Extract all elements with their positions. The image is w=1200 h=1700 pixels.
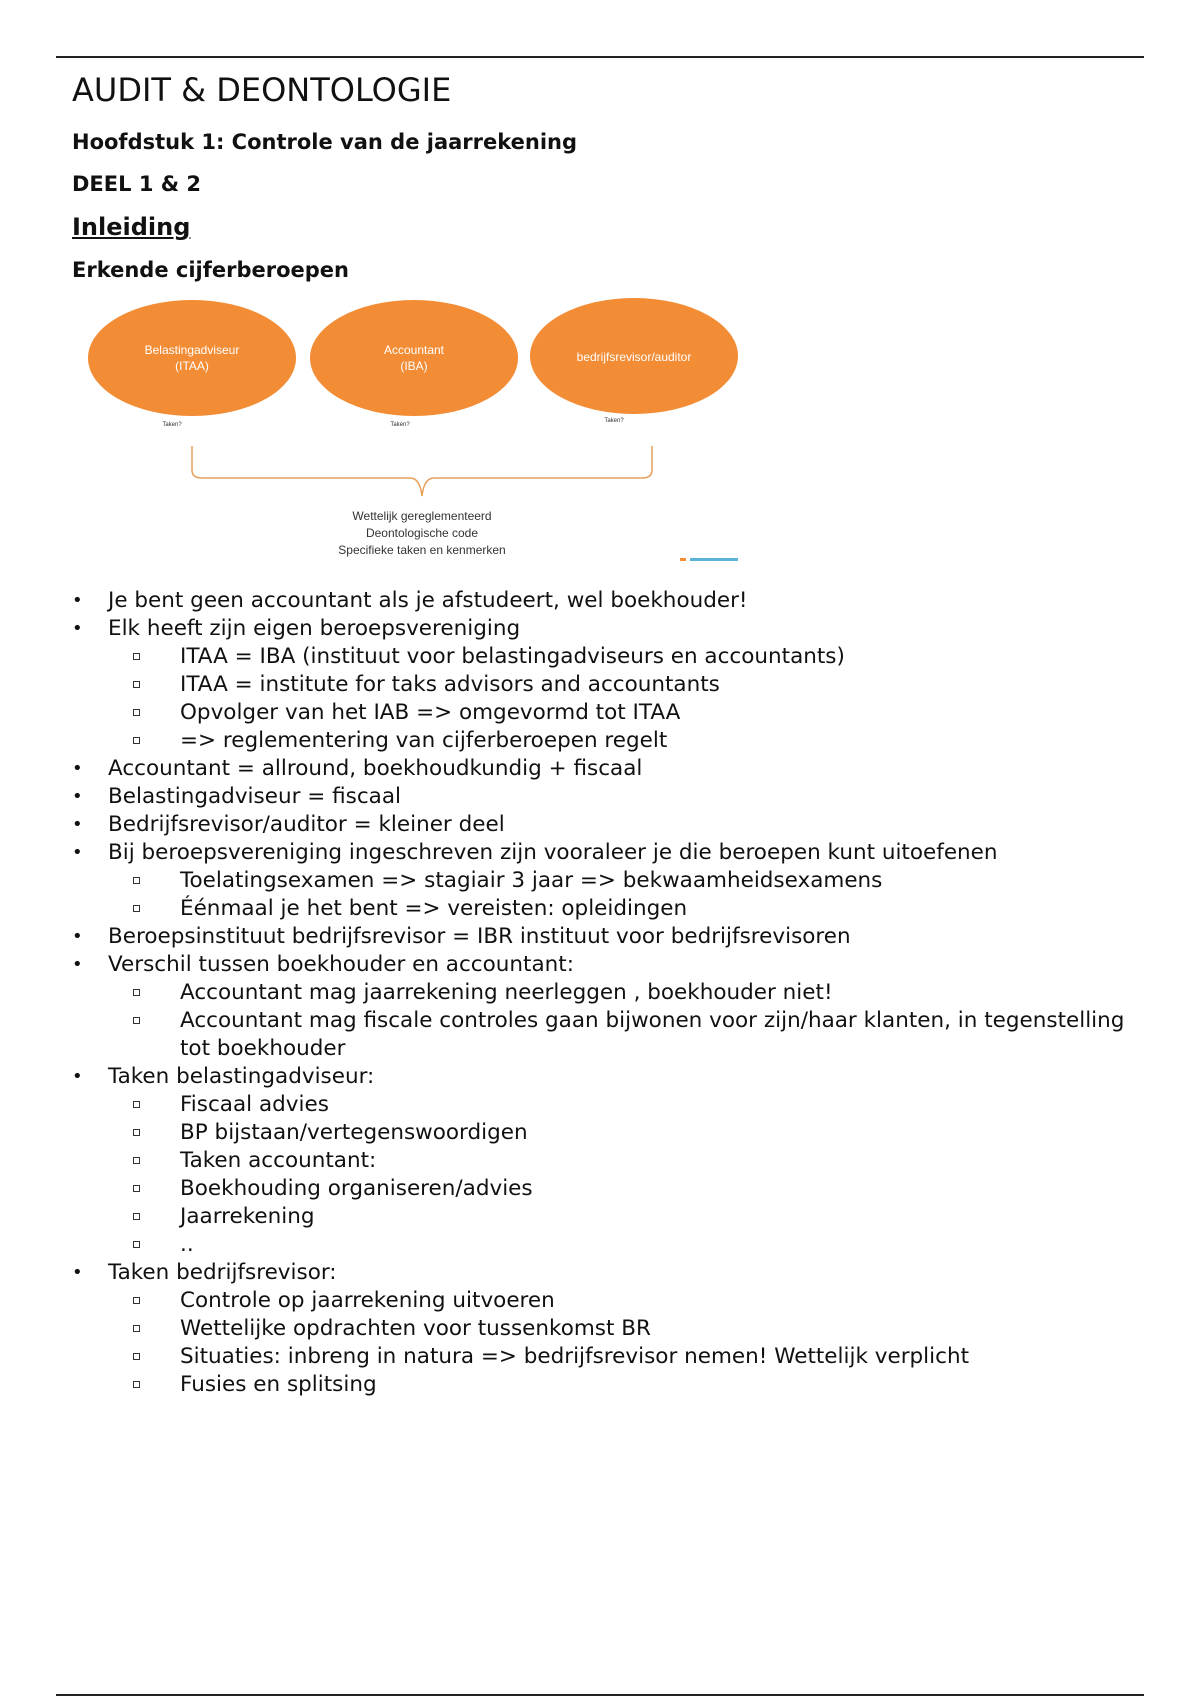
bullet-list [72, 587, 1132, 1399]
bullet-item [72, 951, 1132, 1063]
sub-bullet-item: ITAA = institute for taks advisors and accountants [108, 671, 1132, 699]
sub-bullet-item: Situaties: inbreng in natura => bedrijfsrevisor nemen! Wettelijk verplicht [108, 1343, 1132, 1371]
diagram-svg [80, 298, 780, 573]
sub-bullet-item: Toelatingsexamen => stagiair 3 jaar => bekwaamheidsexamens [108, 867, 1132, 895]
bullet-text: Taken belastingadviseur: [108, 1064, 375, 1089]
sub-bullet-item: ITAA = IBA (instituut voor belastingadviseurs en accountants) [108, 643, 1132, 671]
top-rule [56, 56, 1144, 58]
sub-bullet-item: Jaarrekening [108, 1203, 1132, 1231]
circle-accountant [310, 300, 518, 416]
brace [192, 446, 652, 496]
sub-bullet-item: BP bijstaan/vertegenswoordigen [108, 1119, 1132, 1147]
sub-bullet-item: Wettelijke opdrachten voor tussenkomst BR [108, 1315, 1132, 1343]
circle-1-note: Taken? [162, 422, 182, 428]
bullet-text: Beroepsinstituut bedrijfsrevisor = IBR instituut voor bedrijfsrevisoren [108, 924, 851, 949]
circle-2-line2: (IBA) [400, 359, 428, 373]
sub-bullet-list [108, 1287, 1132, 1399]
professions-diagram [80, 298, 780, 573]
sub-bullet-list [108, 867, 1132, 923]
sub-bullet-item: Éénmaal je het bent => vereisten: opleidingen [108, 895, 1132, 923]
bullet-text: Accountant = allround, boekhoudkundig + fiscaal [108, 756, 643, 781]
bullet-text: Bij beroepsvereniging ingeschreven zijn vooraleer je die beroepen kunt uitoefenen [108, 840, 998, 865]
bullet-text: Taken bedrijfsrevisor: [108, 1260, 337, 1285]
bullet-text: Bedrijfsrevisor/auditor = kleiner deel [108, 812, 505, 837]
sub-bullet-item: Fusies en splitsing [108, 1371, 1132, 1399]
part-heading: DEEL 1 & 2 [72, 172, 201, 196]
sub-bullet-list [108, 979, 1132, 1063]
bullet-item [72, 923, 1132, 951]
bullet-text: Je bent geen accountant als je afstudeert, wel boekhouder! [108, 588, 748, 613]
bullet-text: Verschil tussen boekhouder en accountant: [108, 952, 574, 977]
subsection-heading: Erkende cijferberoepen [72, 258, 349, 282]
brace-line-1: Wettelijk gereglementeerd [352, 509, 492, 523]
circle-2-line1: Accountant [383, 343, 445, 357]
section-heading: Inleiding [72, 213, 191, 241]
sub-bullet-item: .. [108, 1231, 1132, 1259]
sub-bullet-list [108, 643, 1132, 755]
circle-3-line1: bedrijfsrevisor/auditor [576, 350, 692, 364]
circle-3-note: Taken? [604, 418, 624, 424]
circle-2-note: Taken? [390, 422, 410, 428]
logo-text-icon [690, 558, 738, 561]
document-title: AUDIT & DEONTOLOGIE [72, 71, 452, 109]
bullet-text: Belastingadviseur = fiscaal [108, 784, 401, 809]
bullet-item [72, 783, 1132, 811]
sub-bullet-item: Fiscaal advies [108, 1091, 1132, 1119]
chapter-heading: Hoofdstuk 1: Controle van de jaarrekening [72, 130, 578, 154]
bullet-item [72, 839, 1132, 923]
sub-bullet-item: Accountant mag fiscale controles gaan bijwonen voor zijn/haar klanten, in tegenstelling tot boekhouder [108, 1007, 1132, 1063]
sub-bullet-item: Controle op jaarrekening uitvoeren [108, 1287, 1132, 1315]
circle-1-line1: Belastingadviseur [144, 343, 240, 357]
bullet-text: Elk heeft zijn eigen beroepsvereniging [108, 616, 521, 641]
logo-mark-icon [680, 558, 686, 561]
circle-belastingadviseur [88, 300, 296, 416]
page-content [72, 70, 1132, 1399]
bottom-rule [56, 1694, 1144, 1696]
bullet-item [72, 615, 1132, 755]
brace-line-2: Deontologische code [365, 526, 479, 540]
bullet-item [72, 811, 1132, 839]
sub-bullet-list [108, 1091, 1132, 1259]
circle-1-line2: (ITAA) [175, 359, 209, 373]
sub-bullet-item: Taken accountant: [108, 1147, 1132, 1175]
brace-line-3: Specifieke taken en kenmerken [338, 543, 506, 557]
sub-bullet-item: Opvolger van het IAB => omgevormd tot ITAA [108, 699, 1132, 727]
bullet-item [72, 1063, 1132, 1259]
bullet-item [72, 587, 1132, 615]
sub-bullet-item: Accountant mag jaarrekening neerleggen , boekhouder niet! [108, 979, 1132, 1007]
bullet-item [72, 755, 1132, 783]
bullet-item [72, 1259, 1132, 1399]
sub-bullet-item: Boekhouding organiseren/advies [108, 1175, 1132, 1203]
sub-bullet-item: => reglementering van cijferberoepen regelt [108, 727, 1132, 755]
